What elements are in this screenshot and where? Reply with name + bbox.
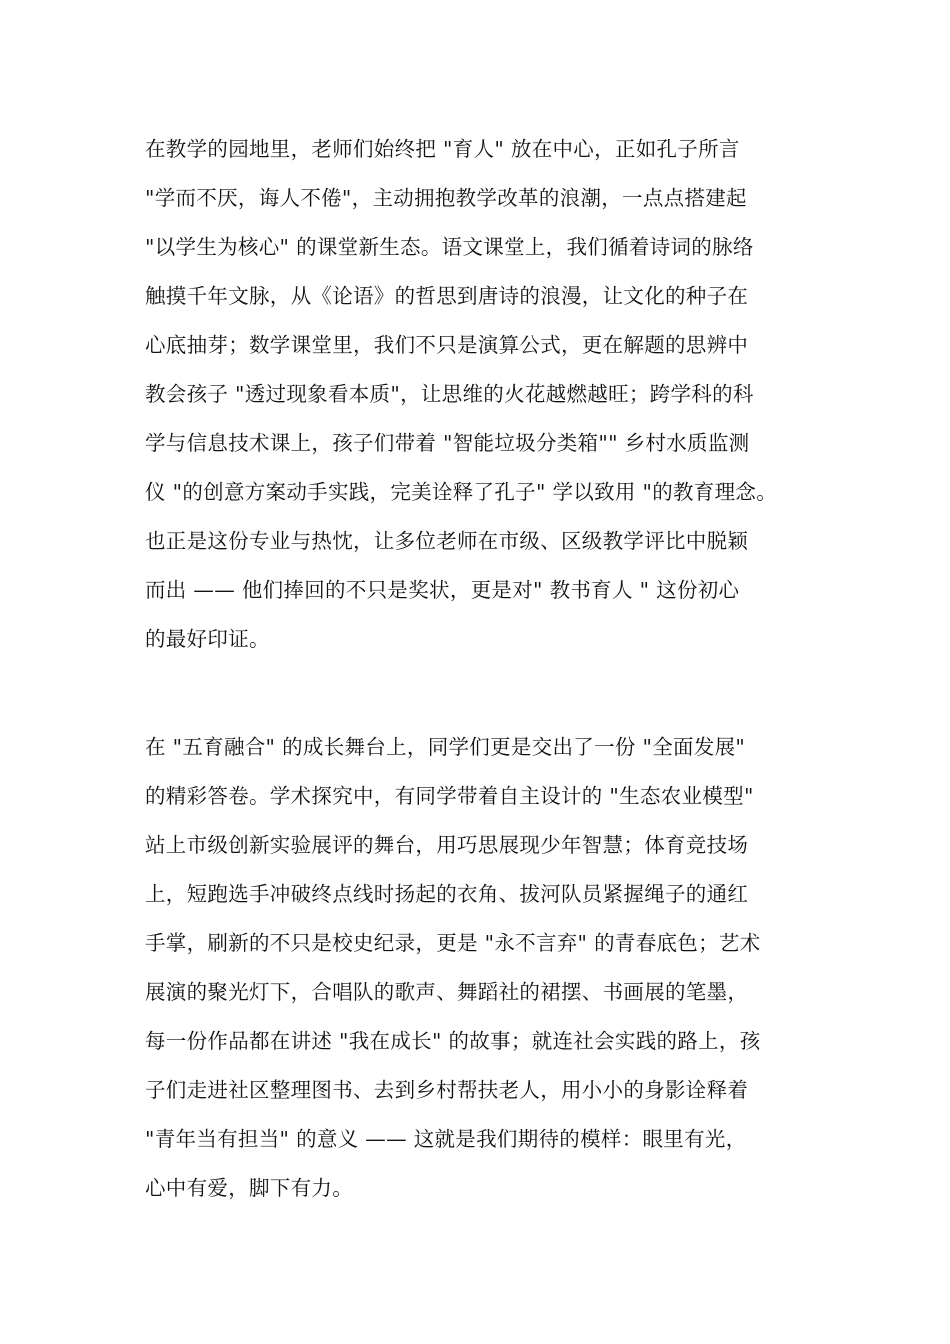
text-line: 手掌，刷新的不只是校史纪录，更是 "永不言弃" 的青春底色；艺术 bbox=[145, 931, 761, 955]
text-line: 心中有爱，脚下有力。 bbox=[145, 1176, 353, 1200]
text-line: 站上市级创新实验展评的舞台，用巧思展现少年智慧；体育竞技场 bbox=[145, 833, 749, 857]
text-line: "以学生为核心" 的课堂新生态。语文课堂上，我们循着诗词的脉络 bbox=[145, 235, 754, 259]
text-line: 学与信息技术课上，孩子们带着 "智能垃圾分类箱"" 乡村水质监测 bbox=[145, 431, 750, 455]
text-line: 上，短跑选手冲破终点线时扬起的衣角、拔河队员紧握绳子的通红 bbox=[145, 882, 749, 906]
text-line: 的最好印证。 bbox=[145, 627, 270, 651]
text-line: 展演的聚光灯下，合唱队的歌声、舞蹈社的裙摆、书画展的笔墨， bbox=[145, 980, 749, 1004]
text-line: 而出 —— 他们捧回的不只是奖状，更是对" 教书育人 " 这份初心 bbox=[145, 578, 740, 602]
text-line: 子们走进社区整理图书、去到乡村帮扶老人，用小小的身影诠释着 bbox=[145, 1078, 749, 1102]
text-line: 的精彩答卷。学术探究中，有同学带着自主设计的 "生态农业模型" bbox=[145, 784, 754, 808]
text-line: 也正是这份专业与热忱，让多位老师在市级、区级教学评比中脱颖 bbox=[145, 529, 749, 553]
text-line: 心底抽芽；数学课堂里，我们不只是演算公式，更在解题的思辨中 bbox=[145, 333, 749, 357]
paragraph-teaching bbox=[145, 125, 835, 664]
text-line: 在教学的园地里，老师们始终把 "育人" 放在中心，正如孔子所言 bbox=[145, 137, 740, 161]
text-line: "青年当有担当" 的意义 —— 这就是我们期待的模样：眼里有光， bbox=[145, 1127, 747, 1151]
text-line: 触摸千年文脉，从《论语》的哲思到唐诗的浪漫，让文化的种子在 bbox=[145, 284, 749, 308]
text-line: 仪 "的创意方案动手实践，完美诠释了孔子" 学以致用 "的教育理念。 bbox=[145, 480, 778, 504]
text-line: 每一份作品都在讲述 "我在成长" 的故事；就连社会实践的路上，孩 bbox=[145, 1029, 761, 1053]
paragraph-students bbox=[145, 723, 835, 1213]
text-line: 在 "五育融合" 的成长舞台上，同学们更是交出了一份 "全面发展" bbox=[145, 735, 746, 759]
text-line: 教会孩子 "透过现象看本质"，让思维的火花越燃越旺；跨学科的科 bbox=[145, 382, 754, 406]
text-line: "学而不厌，诲人不倦"，主动拥抱教学改革的浪潮，一点点搭建起 bbox=[145, 186, 747, 210]
